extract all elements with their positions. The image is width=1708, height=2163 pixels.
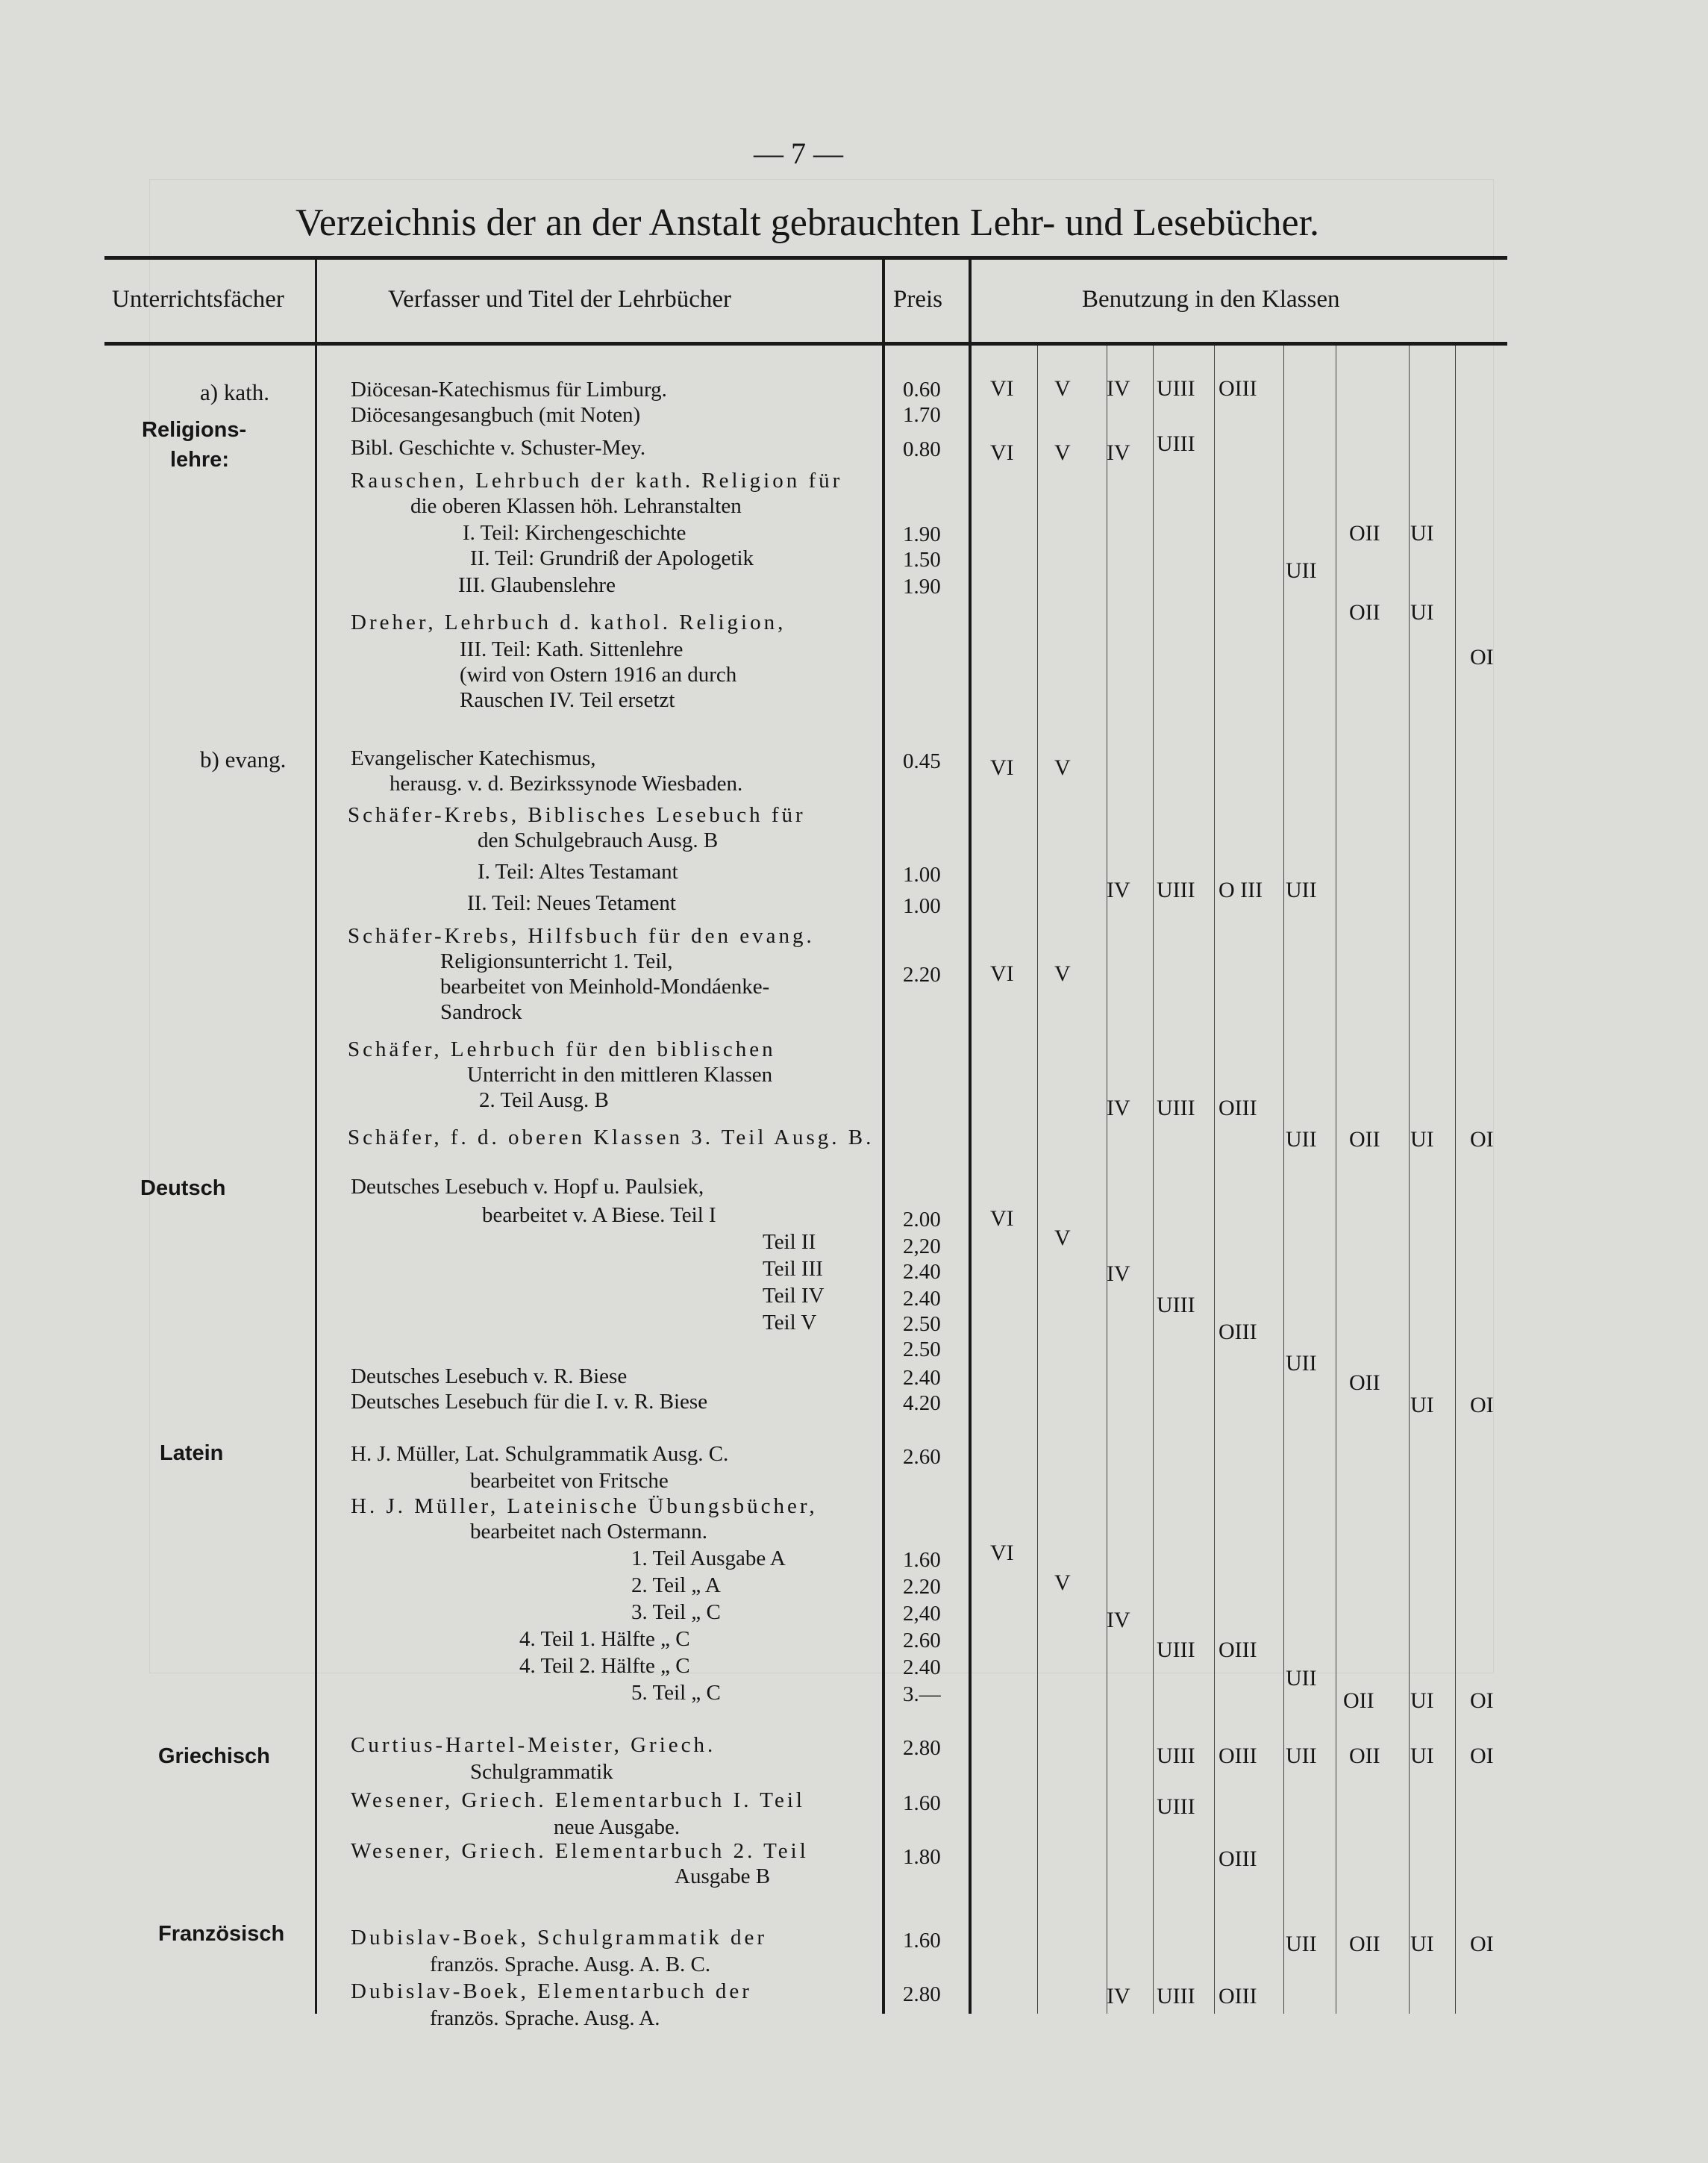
class-mark: UIII xyxy=(1157,1096,1195,1120)
book-title-line: Sandrock xyxy=(440,1000,522,1024)
book-title-line: II. Teil: Grundriß der Apologetik xyxy=(470,546,754,570)
class-mark: UIII xyxy=(1157,1794,1195,1819)
price-value: 1.90 xyxy=(903,575,941,599)
class-mark: UIII xyxy=(1157,878,1195,902)
class-mark: IV xyxy=(1107,1261,1130,1286)
page-title: Verzeichnis der an der Anstalt gebrauchten Lehr- und Lesebücher. xyxy=(295,202,1320,244)
price-value: 1.00 xyxy=(903,863,941,887)
class-mark: OII xyxy=(1343,1688,1374,1713)
class-mark: OI xyxy=(1470,1744,1494,1768)
price-value: 2.20 xyxy=(903,963,941,987)
book-title-line: III. Glaubenslehre xyxy=(458,573,616,597)
class-mark: UII xyxy=(1286,1127,1317,1152)
column-divider-price xyxy=(969,260,972,2014)
class-mark: IV xyxy=(1107,878,1130,902)
book-title-line: Schäfer-Krebs, Hilfsbuch für den evang. xyxy=(348,924,815,948)
class-mark: UI xyxy=(1410,1393,1434,1417)
class-mark: UII xyxy=(1286,1932,1317,1956)
price-value: 1.70 xyxy=(903,403,941,427)
page-number: — 7 — xyxy=(754,137,843,170)
book-title-line: Religionsunterricht 1. Teil, xyxy=(440,949,673,973)
price-value: 1.90 xyxy=(903,522,941,546)
class-mark: IV xyxy=(1107,1608,1130,1632)
class-mark: UI xyxy=(1410,1932,1434,1956)
class-mark: VI xyxy=(990,755,1014,780)
price-value: 2.20 xyxy=(903,1575,941,1599)
book-title-line: Rauschen, Lehrbuch der kath. Religion für xyxy=(351,469,843,493)
subject-label: Deutsch xyxy=(140,1176,226,1200)
subject-label: lehre: xyxy=(170,448,229,472)
class-mark: OII xyxy=(1349,1932,1380,1956)
book-title-line: Deutsches Lesebuch v. R. Biese xyxy=(351,1364,628,1388)
class-mark: OII xyxy=(1349,1370,1380,1395)
class-mark: OIII xyxy=(1219,1638,1257,1662)
class-mark: OI xyxy=(1470,1688,1494,1713)
class-mark: OII xyxy=(1349,1744,1380,1768)
subject-label: Griechisch xyxy=(158,1744,270,1768)
price-value: 1.00 xyxy=(903,894,941,918)
class-mark: OII xyxy=(1349,600,1380,625)
book-title-line: I. Teil: Kirchengeschichte xyxy=(463,521,686,545)
class-mark: UI xyxy=(1410,600,1434,625)
price-value: 2.60 xyxy=(903,1629,941,1652)
class-mark: OII xyxy=(1349,521,1380,546)
class-mark: OIII xyxy=(1219,376,1257,401)
header-subjects: Unterrichtsfächer xyxy=(112,286,284,313)
class-mark: IV xyxy=(1107,376,1130,401)
price-value: 1.60 xyxy=(903,1791,941,1815)
class-mark: VI xyxy=(990,1541,1014,1565)
book-title-line: Deutsches Lesebuch v. Hopf u. Paulsiek, xyxy=(351,1175,704,1199)
book-title-line: Teil II xyxy=(763,1230,816,1254)
class-mark: V xyxy=(1054,1226,1071,1250)
book-title-line: den Schulgebrauch Ausg. B xyxy=(478,828,719,852)
book-title-line: Wesener, Griech. Elementarbuch 2. Teil xyxy=(351,1839,809,1863)
class-mark: O III xyxy=(1219,878,1263,902)
class-mark: UIII xyxy=(1157,376,1195,401)
class-mark: UIII xyxy=(1157,1293,1195,1317)
book-title-line: Schäfer-Krebs, Biblisches Lesebuch für xyxy=(348,803,806,827)
price-value: 2.60 xyxy=(903,1445,941,1469)
book-title-line: Bibl. Geschichte v. Schuster-Mey. xyxy=(351,436,646,460)
book-title-line: Wesener, Griech. Elementarbuch I. Teil xyxy=(351,1788,805,1812)
book-title-line: (wird von Ostern 1916 an durch xyxy=(460,663,737,687)
book-title-line: H. J. Müller, Lat. Schulgrammatik Ausg. C. xyxy=(351,1442,729,1466)
subject-label: b) evang. xyxy=(200,746,287,772)
book-title-line: Dubislav-Boek, Elementarbuch der xyxy=(351,1979,752,2003)
book-title-line: Dubislav-Boek, Schulgrammatik der xyxy=(351,1926,768,1950)
class-mark: IV xyxy=(1107,440,1130,465)
book-title-line: 1. Teil Ausgabe A xyxy=(631,1546,786,1570)
subject-label: a) kath. xyxy=(200,379,269,405)
price-value: 1.50 xyxy=(903,548,941,572)
price-value: 3.— xyxy=(903,1682,941,1706)
class-mark: OI xyxy=(1470,1127,1494,1152)
price-value: 1.80 xyxy=(903,1845,941,1869)
price-value: 2.50 xyxy=(903,1312,941,1336)
book-title-line: 4. Teil 1. Hälfte „ C xyxy=(519,1627,690,1651)
book-title-line: 4. Teil 2. Hälfte „ C xyxy=(519,1654,690,1678)
class-mark: VI xyxy=(990,961,1014,986)
book-title-line: französ. Sprache. Ausg. A. B. C. xyxy=(430,1953,711,1976)
book-title-line: II. Teil: Neues Tetament xyxy=(467,891,676,915)
book-title-line: bearbeitet von Meinhold-Mondáenke- xyxy=(440,975,770,999)
price-value: 2.50 xyxy=(903,1338,941,1361)
subject-label: Religions- xyxy=(142,418,247,442)
book-title-line: H. J. Müller, Lateinische Übungsbücher, xyxy=(351,1494,818,1518)
book-title-line: Ausgabe B xyxy=(675,1864,771,1888)
class-mark: V xyxy=(1054,1570,1071,1595)
class-mark: OIII xyxy=(1219,1096,1257,1120)
class-mark: OI xyxy=(1470,645,1494,670)
class-col-line xyxy=(1455,346,1456,2014)
class-mark: OIII xyxy=(1219,1984,1257,2008)
price-value: 2.40 xyxy=(903,1655,941,1679)
price-value: 2.80 xyxy=(903,1736,941,1760)
subject-label: Französisch xyxy=(158,1922,285,1946)
book-title-line: Rauschen IV. Teil ersetzt xyxy=(460,688,675,712)
class-mark: IV xyxy=(1107,1984,1130,2008)
class-mark: UIII xyxy=(1157,431,1195,456)
header-classes: Benutzung in den Klassen xyxy=(1082,286,1340,313)
price-value: 4.20 xyxy=(903,1391,941,1415)
price-value: 0.60 xyxy=(903,378,941,402)
book-title-line: bearbeitet von Fritsche xyxy=(470,1469,669,1493)
class-col-line xyxy=(1153,346,1154,2014)
class-mark: V xyxy=(1054,376,1071,401)
price-value: 2,20 xyxy=(903,1235,941,1258)
header-price: Preis xyxy=(893,286,942,313)
class-mark: UIII xyxy=(1157,1744,1195,1768)
book-title-line: bearbeitet v. A Biese. Teil I xyxy=(482,1203,716,1227)
book-title-line: 3. Teil „ C xyxy=(631,1600,721,1624)
book-title-line: Teil III xyxy=(763,1257,823,1281)
book-title-line: 2. Teil Ausg. B xyxy=(479,1088,609,1112)
book-title-line: Schulgrammatik xyxy=(470,1760,613,1784)
class-mark: UII xyxy=(1286,1666,1317,1691)
class-mark: OI xyxy=(1470,1932,1494,1956)
price-value: 1.60 xyxy=(903,1929,941,1953)
class-col-line xyxy=(1214,346,1215,2014)
class-mark: OIII xyxy=(1219,1744,1257,1768)
class-mark: VI xyxy=(990,376,1014,401)
book-title-line: neue Ausgabe. xyxy=(554,1815,681,1839)
class-mark: VI xyxy=(990,1206,1014,1231)
price-value: 1.60 xyxy=(903,1548,941,1572)
class-mark: OIII xyxy=(1219,1847,1257,1871)
column-divider-subject xyxy=(315,260,317,2014)
class-mark: OIII xyxy=(1219,1320,1257,1344)
class-mark: IV xyxy=(1107,1096,1130,1120)
class-mark: UI xyxy=(1410,521,1434,546)
book-title-line: Deutsches Lesebuch für die I. v. R. Biese xyxy=(351,1390,708,1414)
class-mark: OI xyxy=(1470,1393,1494,1417)
book-title-line: Teil IV xyxy=(763,1284,825,1308)
class-mark: V xyxy=(1054,440,1071,465)
class-mark: UI xyxy=(1410,1688,1434,1713)
price-value: 2.40 xyxy=(903,1260,941,1284)
price-value: 2.00 xyxy=(903,1208,941,1232)
class-col-line xyxy=(1037,346,1038,2014)
price-value: 2.80 xyxy=(903,1982,941,2006)
book-title-line: Teil V xyxy=(763,1311,817,1335)
book-title-line: Evangelischer Katechismus, xyxy=(351,746,596,770)
book-title-line: 5. Teil „ C xyxy=(631,1681,721,1705)
book-title-line: die oberen Klassen höh. Lehranstalten xyxy=(410,494,742,518)
book-title-line: Dreher, Lehrbuch d. kathol. Religion, xyxy=(351,611,786,634)
book-title-line: französ. Sprache. Ausg. A. xyxy=(430,2006,660,2030)
class-col-line xyxy=(1409,346,1410,2014)
class-mark: UI xyxy=(1410,1744,1434,1768)
price-value: 0.45 xyxy=(903,749,941,773)
book-title-line: herausg. v. d. Bezirkssynode Wiesbaden. xyxy=(390,772,743,796)
header-authors: Verfasser und Titel der Lehrbücher xyxy=(388,286,732,313)
class-mark: UII xyxy=(1286,558,1317,583)
book-title-line: III. Teil: Kath. Sittenlehre xyxy=(460,637,683,661)
price-value: 2.40 xyxy=(903,1366,941,1390)
book-title-line: bearbeitet nach Ostermann. xyxy=(470,1520,708,1544)
book-title-line: Diöcesangesangbuch (mit Noten) xyxy=(351,403,641,427)
class-mark: VI xyxy=(990,440,1014,465)
subject-label: Latein xyxy=(160,1441,224,1465)
class-mark: UII xyxy=(1286,1744,1317,1768)
book-title-line: Diöcesan-Katechismus für Limburg. xyxy=(351,378,667,402)
class-mark: OII xyxy=(1349,1127,1380,1152)
class-mark: UI xyxy=(1410,1127,1434,1152)
book-title-line: I. Teil: Altes Testamant xyxy=(478,860,678,884)
book-title-line: 2. Teil „ A xyxy=(631,1573,721,1597)
book-title-line: Curtius-Hartel-Meister, Griech. xyxy=(351,1733,716,1757)
class-mark: UIII xyxy=(1157,1638,1195,1662)
class-col-line xyxy=(1283,346,1284,2014)
class-mark: UII xyxy=(1286,878,1317,902)
price-value: 0.80 xyxy=(903,437,941,461)
class-mark: UIII xyxy=(1157,1984,1195,2008)
class-mark: UII xyxy=(1286,1351,1317,1376)
column-divider-title xyxy=(882,260,885,2014)
price-value: 2,40 xyxy=(903,1602,941,1626)
book-title-line: Schäfer, f. d. oberen Klassen 3. Teil Ausg. B. xyxy=(348,1126,875,1149)
book-title-line: Schäfer, Lehrbuch für den biblischen xyxy=(348,1037,776,1061)
price-value: 2.40 xyxy=(903,1287,941,1311)
book-title-line: Unterricht in den mittleren Klassen xyxy=(467,1063,773,1087)
class-mark: V xyxy=(1054,755,1071,780)
class-mark: V xyxy=(1054,961,1071,986)
